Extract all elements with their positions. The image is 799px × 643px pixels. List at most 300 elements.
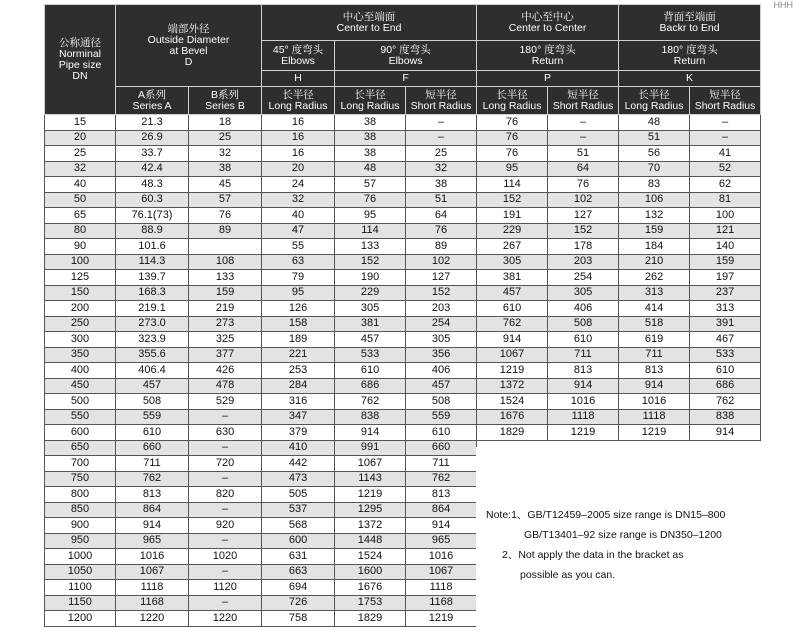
table-cell: 316 [262, 394, 335, 410]
table-cell: 32 [406, 161, 477, 177]
table-cell: 48 [335, 161, 406, 177]
header-f-short-radius: 短半径 Short Radius [406, 87, 477, 115]
table-cell: 914 [335, 425, 406, 441]
table-cell: 529 [189, 394, 262, 410]
table-cell: 57 [189, 192, 262, 208]
table-cell: 505 [262, 487, 335, 503]
table-cell: 89 [406, 239, 477, 255]
header-f-long-radius: 长半径 Long Radius [335, 87, 406, 115]
table-cell: 64 [548, 161, 619, 177]
table-cell: 686 [690, 378, 761, 394]
table-cell: 88.9 [116, 223, 189, 239]
table-cell: 377 [189, 347, 262, 363]
table-row [45, 239, 761, 255]
table-cell: 550 [45, 409, 116, 425]
note-line-2: GB/T13401–92 size range is DN350–1200 [524, 529, 722, 541]
table-cell: 1372 [477, 378, 548, 394]
table-row [45, 130, 761, 146]
table-cell: 127 [406, 270, 477, 286]
table-cell: 32 [189, 146, 262, 162]
table-cell: 20 [45, 130, 116, 146]
table-cell: 813 [548, 363, 619, 379]
table-cell: – [548, 115, 619, 131]
table-cell: 864 [116, 502, 189, 518]
table-cell: 189 [262, 332, 335, 348]
table-cell: 76 [335, 192, 406, 208]
table-cell: – [189, 409, 262, 425]
table-cell: 150 [45, 285, 116, 301]
table-cell: 76 [406, 223, 477, 239]
table-cell: 41 [690, 146, 761, 162]
table-cell: 42.4 [116, 161, 189, 177]
table-cell: 38 [335, 115, 406, 131]
table-cell: 1753 [335, 595, 406, 611]
table-cell: 16 [262, 146, 335, 162]
table-cell: 568 [262, 518, 335, 534]
table-cell: 1100 [45, 580, 116, 596]
table-cell: 32 [262, 192, 335, 208]
table-cell: 51 [406, 192, 477, 208]
table-cell: 600 [45, 425, 116, 441]
table-cell: 450 [45, 378, 116, 394]
table-row [45, 409, 761, 425]
table-cell: 762 [335, 394, 406, 410]
table-cell: 711 [116, 456, 189, 472]
table-cell: 159 [619, 223, 690, 239]
table-cell: 203 [548, 254, 619, 270]
table-cell: 114.3 [116, 254, 189, 270]
table-cell: 254 [406, 316, 477, 332]
table-cell: 965 [116, 533, 189, 549]
table-cell: 406 [548, 301, 619, 317]
table-cell: 762 [116, 471, 189, 487]
table-cell: 108 [189, 254, 262, 270]
table-cell: 650 [45, 440, 116, 456]
table-cell: 800 [45, 487, 116, 503]
table-cell: 140 [690, 239, 761, 255]
table-cell: 64 [406, 208, 477, 224]
table-cell: 426 [189, 363, 262, 379]
table-cell: 254 [548, 270, 619, 286]
table-cell: 414 [619, 301, 690, 317]
table-cell: 38 [335, 130, 406, 146]
table-cell: – [690, 115, 761, 131]
table-cell: 95 [477, 161, 548, 177]
table-cell: 273 [189, 316, 262, 332]
table-cell: 16 [262, 115, 335, 131]
table-cell: 1676 [335, 580, 406, 596]
table-cell: 40 [45, 177, 116, 193]
table-cell: 1118 [406, 580, 477, 596]
table-cell: 57 [335, 177, 406, 193]
table-cell: 750 [45, 471, 116, 487]
table-cell: 210 [619, 254, 690, 270]
table-cell: 914 [406, 518, 477, 534]
table-cell: 79 [262, 270, 335, 286]
table-cell: 267 [477, 239, 548, 255]
table-cell: 89 [189, 223, 262, 239]
table-cell: 33.7 [116, 146, 189, 162]
table-cell: 1120 [189, 580, 262, 596]
table-cell: 457 [116, 378, 189, 394]
table-cell: 76 [477, 146, 548, 162]
table-cell: – [548, 130, 619, 146]
table-cell: 518 [619, 316, 690, 332]
table-cell: 63 [262, 254, 335, 270]
table-cell: 184 [619, 239, 690, 255]
table-cell: 168.3 [116, 285, 189, 301]
table-cell: 305 [548, 285, 619, 301]
table-cell: 559 [406, 409, 477, 425]
table-cell: 1200 [45, 611, 116, 627]
table-row [45, 254, 761, 270]
table-cell: 1143 [335, 471, 406, 487]
table-cell: 457 [477, 285, 548, 301]
table-cell: 56 [619, 146, 690, 162]
table-cell: 38 [406, 177, 477, 193]
table-cell: 457 [406, 378, 477, 394]
table-cell: 190 [335, 270, 406, 286]
table-cell: 762 [477, 316, 548, 332]
table-cell: – [189, 471, 262, 487]
table-cell: 76 [189, 208, 262, 224]
note-line-1: Note:1、GB/T12459–2005 size range is DN15–800 [486, 509, 726, 521]
table-cell: 45 [189, 177, 262, 193]
table-cell: 478 [189, 378, 262, 394]
table-cell: 1219 [619, 425, 690, 441]
table-cell: 686 [335, 378, 406, 394]
table-cell: 347 [262, 409, 335, 425]
corner-mark: HHH [773, 0, 793, 10]
table-cell: 114 [477, 177, 548, 193]
table-cell: 126 [262, 301, 335, 317]
header-back-to-end: 背面至端面 Backr to End [619, 5, 761, 41]
table-cell: 838 [335, 409, 406, 425]
table-row [45, 270, 761, 286]
table-cell: 1220 [116, 611, 189, 627]
table-cell: 305 [335, 301, 406, 317]
table-cell: – [189, 502, 262, 518]
table-row [45, 394, 761, 410]
table-cell: 508 [406, 394, 477, 410]
table-row [45, 363, 761, 379]
table-cell: 81 [690, 192, 761, 208]
table-cell: 284 [262, 378, 335, 394]
table-cell: 660 [116, 440, 189, 456]
note-line-4: possible as you can. [520, 569, 616, 581]
table-cell: 914 [116, 518, 189, 534]
header-p-short-radius: 短半径 Short Radius [548, 87, 619, 115]
table-cell: 1829 [477, 425, 548, 441]
table-cell: 323.9 [116, 332, 189, 348]
header-letter-h: H [262, 71, 335, 87]
table-cell: 500 [45, 394, 116, 410]
table-cell: 32 [45, 161, 116, 177]
table-cell: 253 [262, 363, 335, 379]
table-cell: 991 [335, 440, 406, 456]
table-cell: 70 [619, 161, 690, 177]
header-90-elbows: 90° 度弯头 Elbows [335, 41, 477, 71]
table-cell: 55 [262, 239, 335, 255]
table-cell: 610 [406, 425, 477, 441]
table-cell: 410 [262, 440, 335, 456]
table-row [45, 161, 761, 177]
table-cell: 663 [262, 564, 335, 580]
table-cell: 1524 [335, 549, 406, 565]
table-cell: 51 [548, 146, 619, 162]
table-cell: 1118 [548, 409, 619, 425]
table-cell: 1524 [477, 394, 548, 410]
table-cell: 356 [406, 347, 477, 363]
table-cell: 820 [189, 487, 262, 503]
table-cell: 1219 [335, 487, 406, 503]
table-row [45, 223, 761, 239]
table-cell: 1020 [189, 549, 262, 565]
table-cell: 300 [45, 332, 116, 348]
table-cell: 630 [189, 425, 262, 441]
table-cell: 26.9 [116, 130, 189, 146]
table-cell: – [189, 595, 262, 611]
table-cell: 219.1 [116, 301, 189, 317]
table-cell: 381 [477, 270, 548, 286]
table-cell: 381 [335, 316, 406, 332]
table-cell [189, 239, 262, 255]
table-cell: 16 [262, 130, 335, 146]
table-cell: 21.3 [116, 115, 189, 131]
header-k-long-radius: 长半径 Long Radius [619, 87, 690, 115]
table-cell: 406.4 [116, 363, 189, 379]
header-series-a: A系列 Series A [116, 87, 189, 115]
table-cell: 559 [116, 409, 189, 425]
table-cell: 850 [45, 502, 116, 518]
table-cell: 305 [477, 254, 548, 270]
header-letter-f: F [335, 71, 477, 87]
table-cell: 139.7 [116, 270, 189, 286]
table-cell: 610 [477, 301, 548, 317]
table-cell: 1067 [116, 564, 189, 580]
table-cell: 914 [548, 378, 619, 394]
table-cell: 619 [619, 332, 690, 348]
table-cell: 133 [189, 270, 262, 286]
table-cell: 152 [406, 285, 477, 301]
table-cell: 700 [45, 456, 116, 472]
table-cell: – [189, 440, 262, 456]
table-cell: – [189, 533, 262, 549]
table-cell: 325 [189, 332, 262, 348]
table-cell: 305 [406, 332, 477, 348]
table-cell: 813 [116, 487, 189, 503]
table-cell: 203 [406, 301, 477, 317]
table-cell: 758 [262, 611, 335, 627]
table-cell: 1150 [45, 595, 116, 611]
table-cell: 132 [619, 208, 690, 224]
table-cell: 1016 [406, 549, 477, 565]
table-cell: 1118 [116, 580, 189, 596]
table-cell: 52 [690, 161, 761, 177]
table-row [45, 192, 761, 208]
table-cell: 391 [690, 316, 761, 332]
table-cell: 1067 [477, 347, 548, 363]
table-cell: 15 [45, 115, 116, 131]
table-cell: 355.6 [116, 347, 189, 363]
table-cell: 106 [619, 192, 690, 208]
table-cell: 48 [619, 115, 690, 131]
table-cell: 48.3 [116, 177, 189, 193]
table-cell: 25 [189, 130, 262, 146]
table-cell: 726 [262, 595, 335, 611]
table-cell: 25 [45, 146, 116, 162]
table-row [45, 115, 761, 131]
table-cell: 694 [262, 580, 335, 596]
table-row [45, 332, 761, 348]
table-cell: 914 [477, 332, 548, 348]
table-cell: 159 [189, 285, 262, 301]
table-cell: 813 [406, 487, 477, 503]
table-cell: 25 [406, 146, 477, 162]
header-180-return-k: 180° 度弯头 Return [619, 41, 761, 71]
table-cell: 473 [262, 471, 335, 487]
table-cell: 152 [477, 192, 548, 208]
table-cell: 229 [335, 285, 406, 301]
table-cell: 80 [45, 223, 116, 239]
table-cell: 838 [690, 409, 761, 425]
table-cell: 76 [477, 115, 548, 131]
table-cell: 76 [477, 130, 548, 146]
table-cell: 95 [335, 208, 406, 224]
table-cell: 1219 [548, 425, 619, 441]
table-cell: 152 [548, 223, 619, 239]
table-cell: 1118 [619, 409, 690, 425]
table-row [45, 301, 761, 317]
table-cell: 100 [690, 208, 761, 224]
table-cell: 20 [262, 161, 335, 177]
table-cell: 1219 [477, 363, 548, 379]
table-cell: 159 [690, 254, 761, 270]
table-cell: 711 [406, 456, 477, 472]
table-cell: 262 [619, 270, 690, 286]
table-cell: 38 [189, 161, 262, 177]
table-cell: 1676 [477, 409, 548, 425]
table-cell: 537 [262, 502, 335, 518]
table-cell: 1168 [406, 595, 477, 611]
table-cell: 813 [619, 363, 690, 379]
header-k-short-radius: 短半径 Short Radius [690, 87, 761, 115]
header-center-to-center: 中心至中心 Center to Center [477, 5, 619, 41]
table-cell: 610 [690, 363, 761, 379]
table-cell: 920 [189, 518, 262, 534]
table-cell: 1448 [335, 533, 406, 549]
table-cell: – [406, 115, 477, 131]
table-row [45, 316, 761, 332]
table-row [45, 378, 761, 394]
table-cell: – [406, 130, 477, 146]
header-letter-k: K [619, 71, 761, 87]
table-cell: 197 [690, 270, 761, 286]
table-cell: 219 [189, 301, 262, 317]
table-cell: 237 [690, 285, 761, 301]
table-cell: 610 [548, 332, 619, 348]
table-cell: 102 [406, 254, 477, 270]
table-cell: 350 [45, 347, 116, 363]
table-cell: 95 [262, 285, 335, 301]
table-row [45, 177, 761, 193]
table-cell: 762 [690, 394, 761, 410]
note-panel [476, 447, 760, 640]
table-cell: 221 [262, 347, 335, 363]
table-cell: 406 [406, 363, 477, 379]
table-cell: 38 [335, 146, 406, 162]
table-cell: 711 [619, 347, 690, 363]
table-cell: 62 [690, 177, 761, 193]
table-cell: 65 [45, 208, 116, 224]
table-cell: 83 [619, 177, 690, 193]
header-p-long-radius: 长半径 Long Radius [477, 87, 548, 115]
table-cell: 1016 [619, 394, 690, 410]
header-center-to-end: 中心至端面 Center to End [262, 5, 477, 41]
table-row [45, 425, 761, 441]
table-cell: 1372 [335, 518, 406, 534]
table-cell: 950 [45, 533, 116, 549]
header-h-long-radius: 长半径 Long Radius [262, 87, 335, 115]
table-cell: 100 [45, 254, 116, 270]
table-cell: 533 [690, 347, 761, 363]
table-cell: 102 [548, 192, 619, 208]
table-cell: 50 [45, 192, 116, 208]
table-cell: 200 [45, 301, 116, 317]
table-cell: 457 [335, 332, 406, 348]
table-cell: 1168 [116, 595, 189, 611]
table-cell: 158 [262, 316, 335, 332]
table-cell: 720 [189, 456, 262, 472]
note-line-3: 2、Not apply the data in the bracket as [502, 549, 684, 561]
table-row [45, 347, 761, 363]
table-cell: 1829 [335, 611, 406, 627]
table-cell: 1000 [45, 549, 116, 565]
table-cell: 178 [548, 239, 619, 255]
table-cell: 1050 [45, 564, 116, 580]
table-cell: 133 [335, 239, 406, 255]
table-row [45, 208, 761, 224]
table-cell: 1295 [335, 502, 406, 518]
table-cell: 76 [548, 177, 619, 193]
header-dn: 公称通径 Norminal Pipe size DN [45, 5, 116, 115]
table-cell: 914 [619, 378, 690, 394]
table-cell: 101.6 [116, 239, 189, 255]
table-cell: 900 [45, 518, 116, 534]
table-cell: 125 [45, 270, 116, 286]
header-letter-p: P [477, 71, 619, 87]
table-cell: 508 [548, 316, 619, 332]
table-cell: 1600 [335, 564, 406, 580]
table-cell: 1016 [548, 394, 619, 410]
table-cell: 313 [619, 285, 690, 301]
table-cell: 533 [335, 347, 406, 363]
table-cell: 47 [262, 223, 335, 239]
table-cell: 600 [262, 533, 335, 549]
table-cell: 467 [690, 332, 761, 348]
table-cell: 1016 [116, 549, 189, 565]
table-cell: 660 [406, 440, 477, 456]
table-cell: 1220 [189, 611, 262, 627]
table-cell: 442 [262, 456, 335, 472]
table-cell: – [189, 564, 262, 580]
table-cell: 40 [262, 208, 335, 224]
table-cell: 610 [116, 425, 189, 441]
table-cell: 51 [619, 130, 690, 146]
table-cell: 762 [406, 471, 477, 487]
table-cell: 508 [116, 394, 189, 410]
table-cell: 152 [335, 254, 406, 270]
